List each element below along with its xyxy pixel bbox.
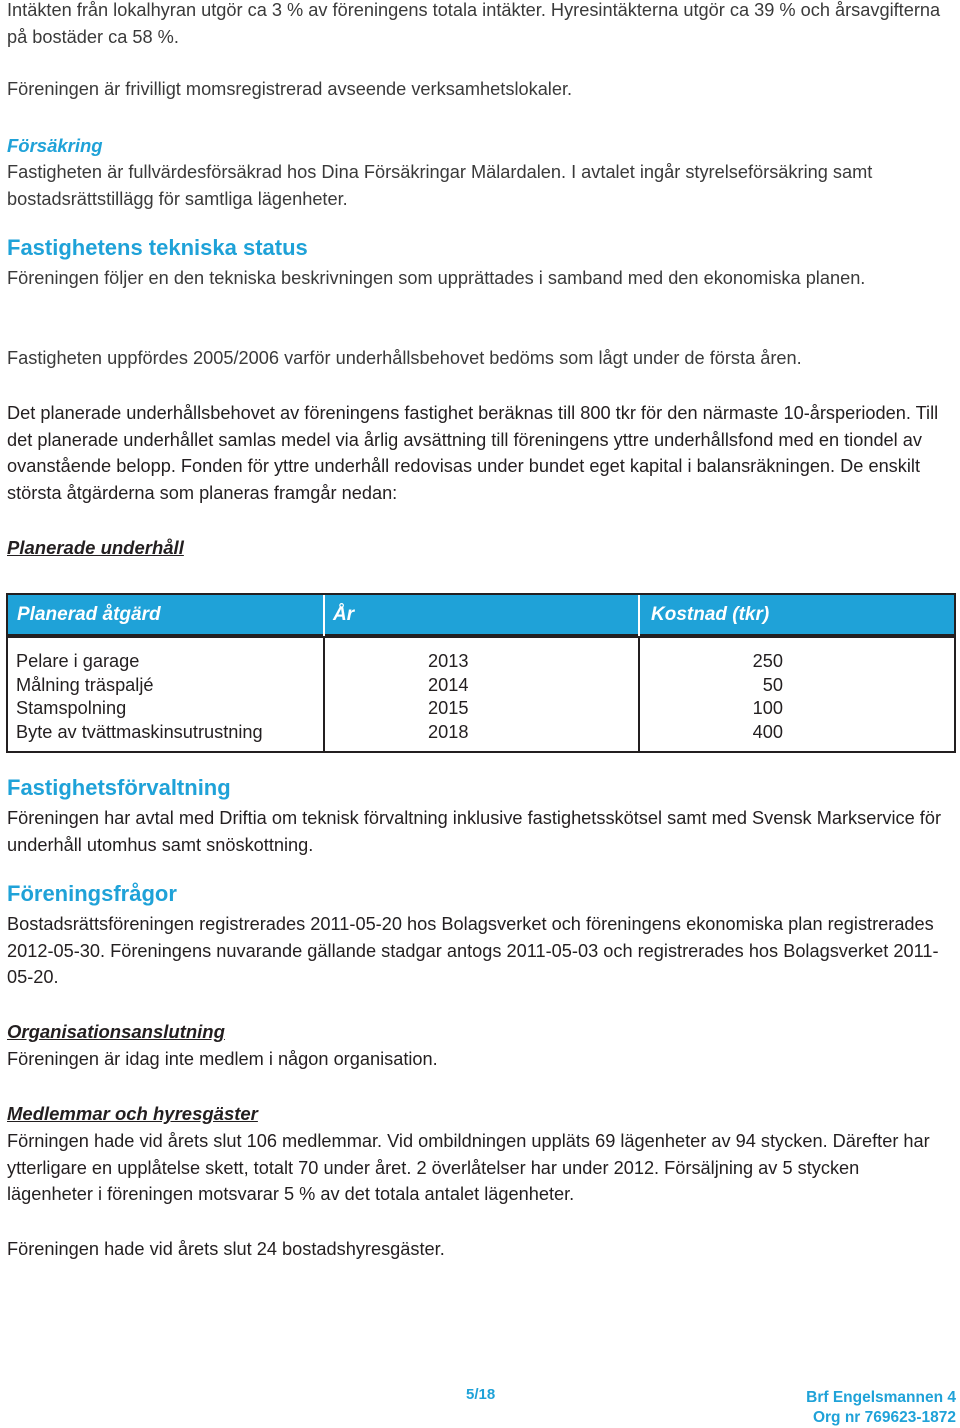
technical-status-p3: Det planerade underhållsbehovet av föreningens fastighet beräknas till 800 tkr för den närmaste 10-årsperioden. Till det planerade underhållet samlas medel via årlig avsättning till föreningens yttre underhållsfond med en tiondel av ovanstående belopp. Fonden för yttre underhåll redovisas under bundet eget kapital i balansräkningen. De enskilt största åtgärderna som planeras framgår nedan:	[7, 403, 939, 503]
table-cell-action: Målning träspaljé	[16, 674, 154, 695]
association-text: Bostadsrättsföreningen registrerades 2011-05-20 hos Bolagsverket och föreningens ekonomiska plan registrerades 2012-05-30. Föreningens nuvarande gällande stadgar antogs 2011-05-03 och registrerades hos Bolagsverket 2011-05-20.	[7, 914, 939, 987]
header-divider	[638, 595, 640, 636]
header-divider	[323, 595, 325, 636]
table-cell-year: 2018	[428, 721, 469, 742]
maintenance-table-header	[6, 593, 956, 636]
technical-status-p1: Föreningen följer en den tekniska beskrivningen som upprättades i samband med den ekonomiska planen.	[7, 268, 866, 288]
management-text: Föreningen har avtal med Driftia om teknisk förvaltning inklusive fastighetsskötsel samt med Svensk Markservice för underhåll utomhus samt snöskottning.	[7, 808, 942, 855]
org-number: Org nr 769623-1872	[812, 1409, 956, 1426]
table-cell-cost: 400	[752, 721, 783, 742]
table-cell-year: 2014	[428, 674, 469, 695]
table-cell-action: Byte av tvättmaskinsutrustning	[16, 721, 263, 742]
insurance-heading: Försäkring	[7, 135, 103, 156]
members-text: Förningen hade vid årets slut 106 medlemmar. Vid ombildningen uppläts 69 lägenheter av 94 stycken. Därefter har ytterligare en upplåtelse skett, totalt 70 under året. 2 överlåtelser har under 2012. Försäljning av 5 stycken lägenheter i föreningen motsvarar 5 % av det totala antalet lägenheter.	[7, 1131, 930, 1204]
technical-status-heading: Fastighetens tekniska status	[7, 235, 308, 260]
income-text: Intäkten från lokalhyran utgör ca 3 % av föreningens totala intäkter. Hyresintäkterna utgör ca 39 % och årsavgifterna på bostäder ca 58 %.	[7, 0, 941, 47]
cost-column	[708, 650, 783, 744]
tenants-text: Föreningen hade vid årets slut 24 bostadshyresgäster.	[7, 1239, 445, 1259]
association-heading: Föreningsfrågor	[7, 881, 177, 906]
table-cell-action: Stamspolning	[16, 698, 127, 718]
column-divider	[638, 638, 640, 751]
table-cell-cost: 250	[752, 651, 783, 671]
table-cell-year: 2015	[428, 698, 469, 718]
members-heading: Medlemmar och hyresgäster	[7, 1103, 258, 1124]
maintenance-heading: Planerade underhåll	[7, 537, 184, 558]
action-column	[16, 650, 263, 744]
page-number: 5/18	[466, 1386, 496, 1403]
organisation-text: Föreningen är idag inte medlem i någon organisation.	[7, 1049, 438, 1069]
maintenance-table-body	[6, 636, 956, 753]
table-cell-action: Pelare i garage	[16, 651, 140, 671]
organisation-heading: Organisationsanslutning	[7, 1021, 225, 1042]
table-cell-year: 2013	[428, 651, 469, 671]
column-header-cost: Kostnad (tkr)	[651, 604, 770, 625]
footer-organisation	[806, 1388, 956, 1428]
vat-text: Föreningen är frivilligt momsregistrerad avseende verksamhetslokaler.	[7, 79, 573, 99]
column-header-year: År	[333, 604, 355, 625]
table-cell-cost: 50	[762, 674, 783, 695]
org-name: Brf Engelsmannen 4	[806, 1389, 956, 1406]
year-column	[428, 650, 468, 744]
technical-status-p2: Fastigheten uppfördes 2005/2006 varför underhållsbehovet bedöms som lågt under de första åren.	[7, 348, 802, 368]
management-heading: Fastighetsförvaltning	[7, 775, 231, 800]
insurance-text: Fastigheten är fullvärdesförsäkrad hos Dina Försäkringar Mälardalen. I avtalet ingår styrelseförsäkring samt bostadsrättstillägg för samtliga lägenheter.	[7, 162, 873, 209]
column-header-action: Planerad åtgärd	[17, 604, 161, 625]
column-divider	[323, 638, 325, 751]
table-cell-cost: 100	[752, 698, 783, 718]
